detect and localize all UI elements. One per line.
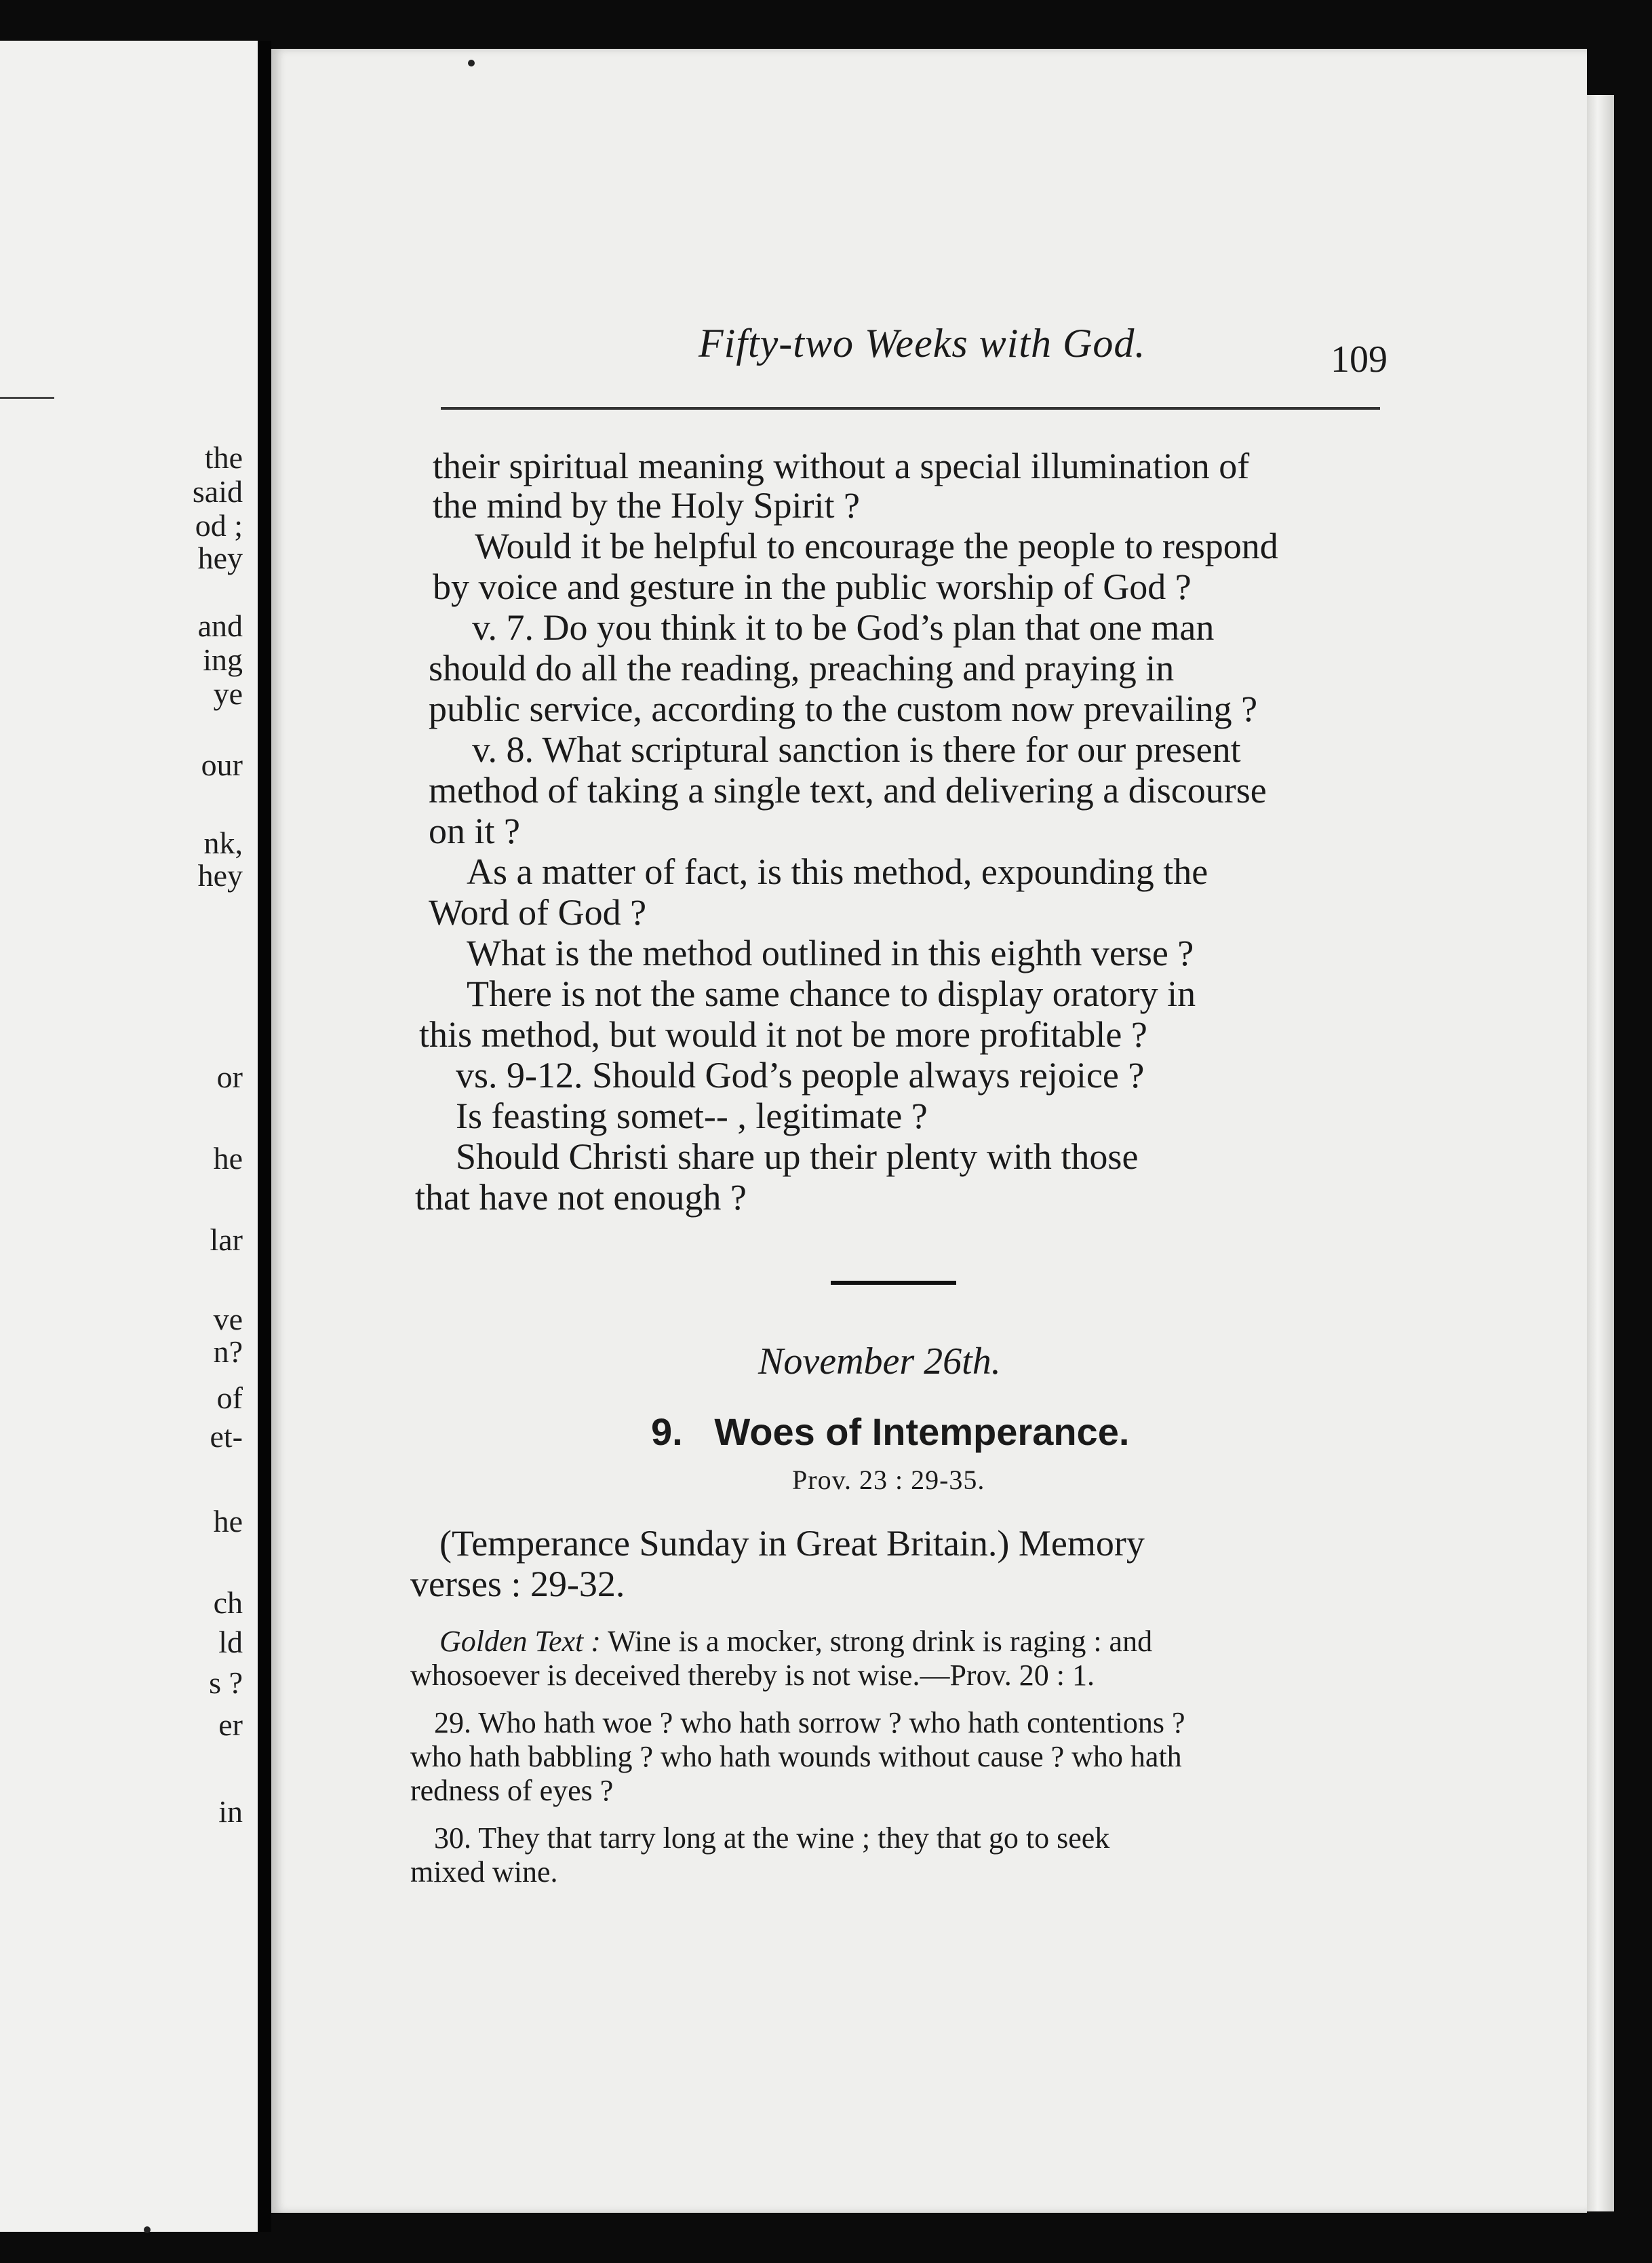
body-line: that have not enough ? [415,1177,747,1218]
body-line: There is not the same chance to display oratory in [467,973,1196,1014]
left-page-fragment: er [218,1707,243,1742]
verse-line: 30. They that tarry long at the wine ; they that go to seek [434,1821,1110,1855]
left-page-fragment: s ? [209,1665,243,1700]
body-line: this method, but would it not be more profitable ? [419,1014,1147,1055]
intro-line: (Temperance Sunday in Great Britain.) Memory [439,1523,1145,1564]
golden-text: Wine is a mocker, strong drink is raging : and [608,1625,1153,1658]
scripture-reference: Prov. 23 : 29-35. [792,1465,985,1495]
verse-line: 29. Who hath woe ? who hath sorrow ? who hath contentions ? [434,1706,1185,1739]
left-page-fragment: and [197,608,243,643]
header-rule [441,407,1380,410]
body-line: v. 8. What scriptural sanction is there for our present [472,729,1241,770]
body-line: As a matter of fact, is this method, expounding the [467,851,1208,892]
page-number: 109 [1331,339,1388,381]
book-gutter [258,41,271,2232]
page-edge [1587,95,1614,2211]
body-line: public service, according to the custom now prevailing ? [429,689,1258,729]
left-page-fragment: hey [197,541,243,575]
left-page-fragment: our [201,748,243,782]
intro-line: verses : 29-32. [410,1564,625,1604]
body-line: What is the method outlined in this eighth verse ? [467,933,1194,973]
left-page-fragment: ld [218,1625,243,1659]
left-page-fragment: of [216,1380,243,1415]
body-line: the mind by the Holy Spirit ? [433,485,860,526]
speck [468,60,475,66]
left-page-fragment: od ; [195,508,243,543]
body-line: Is feasting somet‑‑ , legitimate ? [456,1096,928,1136]
left-page-fragment: he [213,1141,243,1176]
body-line: Would it be helpful to encourage the people to respond [475,526,1278,566]
lesson-number: 9. [651,1410,683,1453]
left-page-fragment: ve [213,1302,243,1336]
body-line: Should Christi share up their plenty with those [456,1136,1139,1177]
body-line: Word of God ? [429,892,647,933]
left-page-fragment: ing [203,642,243,677]
body-line: vs. 9-12. Should God’s people always rejoice ? [456,1055,1145,1096]
body-line: v. 7. Do you think it to be God’s plan that one man [472,607,1215,648]
verse-line: who hath babbling ? who hath wounds without cause ? who hath [410,1740,1182,1773]
left-page-fragment: n? [213,1334,243,1369]
section-divider [831,1281,956,1285]
golden-text-line: whosoever is deceived thereby is not wise.—Prov. 20 : 1. [410,1659,1095,1692]
body-line: their spiritual meaning without a special illumination of [433,446,1250,486]
body-line: method of taking a single text, and delivering a discourse [429,770,1267,811]
left-page-fragment: nk, [203,826,243,860]
left-page-fragment: hey [197,858,243,893]
body-line: on it ? [429,811,520,851]
lesson-title: Woes of Intemperance. [714,1410,1130,1453]
left-page-fragment: ye [213,676,243,711]
left-page-fragment: ch [213,1585,243,1620]
lesson-heading [651,1410,1129,1454]
body-line: by voice and gesture in the public worship of God ? [433,566,1192,607]
verse-line: mixed wine. [410,1855,558,1889]
left-page [0,41,258,2232]
left-page-fragment: et- [210,1419,243,1454]
left-page-fragment: lar [210,1222,243,1257]
left-page-fragment: the [204,440,243,475]
left-page-fragment: or [216,1060,243,1094]
left-page-fragment: in [218,1794,243,1829]
running-head-title: Fifty-two Weeks with God. [699,321,1146,366]
golden-text-label: Golden Text : [439,1625,601,1658]
left-page-rule [0,397,54,399]
golden-text-line [439,1627,1152,1657]
left-page-fragment: he [213,1504,243,1539]
verse-line: redness of eyes ? [410,1774,614,1807]
left-page-fragment: said [192,474,243,509]
speck [144,2226,151,2233]
section-date: November 26th. [758,1340,1001,1382]
body-line: should do all the reading, preaching and praying in [429,648,1175,689]
